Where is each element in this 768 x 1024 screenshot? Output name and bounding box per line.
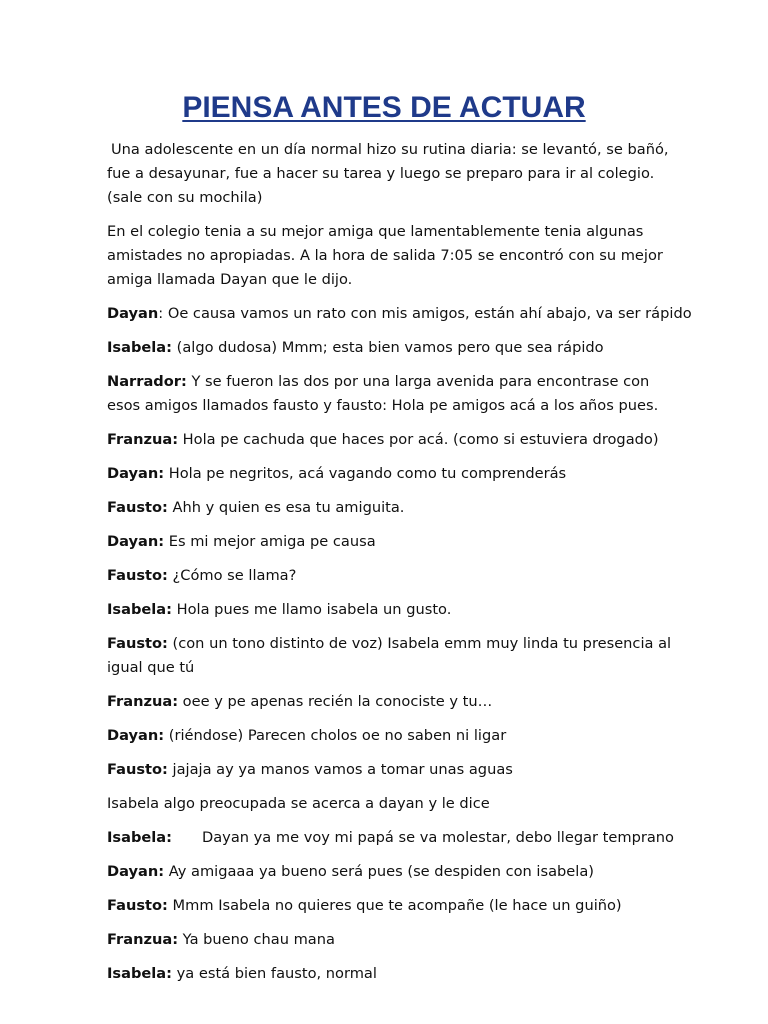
dialogue-text: Ay amigaaa ya bueno será pues (se despiden con isabela) (164, 863, 594, 880)
dialogue-line (107, 462, 687, 486)
dialogue-text: Y se fueron las dos por una larga avenida para encontrase con esos amigos llamados fausto y fausto: Hola pe amigos acá a los años pues. (107, 373, 659, 414)
dialogue-text: ¿Cómo se llama? (167, 567, 297, 584)
speaker-name: Dayan: (107, 465, 165, 482)
dialogue-line (107, 564, 687, 588)
dialogue-line (107, 860, 687, 884)
dialogue-text: jajaja ay ya manos vamos a tomar unas aguas (167, 761, 513, 778)
speaker-name: Isabela: (107, 339, 172, 356)
document-body (107, 138, 692, 996)
dialogue-text: (riéndose) Parecen cholos oe no saben ni ligar (164, 727, 507, 744)
dialogue-text: Hola pues me llamo isabela un gusto. (172, 601, 452, 618)
dialogue-text: Mmm Isabela no quieres que te acompañe (le hace un guiño) (167, 897, 622, 914)
dialogue-line (107, 928, 687, 952)
intro-paragraph-1-text: Una adolescente en un día normal hizo su rutina diaria: se levantó, se bañó, fue a desayunar, fue a hacer su tarea y luego se preparo para ir al colegio. (sale con su mochila) (107, 141, 669, 206)
dialogue-line (107, 724, 687, 748)
speaker-name: Narrador: (107, 373, 187, 390)
speaker-name: Fausto: (107, 761, 168, 778)
speaker-name: Isabela: (107, 965, 172, 982)
dialogue-line (107, 530, 687, 554)
speaker-separator: : (158, 305, 164, 322)
dialogue-text: Hola pe cachuda que haces por acá. (como si estuviera drogado) (178, 431, 659, 448)
dialogue-line (107, 428, 687, 452)
speaker-name: Fausto: (107, 635, 168, 652)
narration-line: Isabela algo preocupada se acerca a dayan y le dice (107, 795, 490, 812)
speaker-name: Franzua: (107, 693, 179, 710)
dialogue-text: Oe causa vamos un rato con mis amigos, están ahí abajo, va ser rápido (163, 305, 692, 322)
dialogue-line (107, 894, 687, 918)
speaker-name: Fausto: (107, 897, 168, 914)
speaker-name: Isabela: (107, 829, 172, 846)
dialogue-text: (algo dudosa) Mmm; esta bien vamos pero que sea rápido (172, 339, 604, 356)
dialogue-line (107, 598, 687, 622)
speaker-name: Dayan: (107, 533, 165, 550)
dialogue-text: Ahh y quien es esa tu amiguita. (167, 499, 405, 516)
dialogue-line (107, 758, 687, 782)
document-title-text: PIENSA ANTES DE ACTUAR (182, 91, 586, 124)
dialogue-text: ya está bien fausto, normal (172, 965, 377, 982)
dialogue-text: Es mi mejor amiga pe causa (164, 533, 376, 550)
speaker-name: Dayan: (107, 863, 165, 880)
dialogue-line (107, 632, 687, 680)
dialogue-text: (con un tono distinto de voz) Isabela emm muy linda tu presencia al igual que tú (107, 635, 672, 676)
speaker-name: Fausto: (107, 567, 168, 584)
intro-paragraph-1 (107, 138, 687, 210)
dialogue-text: oee y pe apenas recién la conociste y tu… (178, 693, 493, 710)
speaker-name: Franzua: (107, 431, 179, 448)
dialogue-line (107, 496, 687, 520)
dialogue-line (107, 336, 687, 360)
speaker-name: Fausto: (107, 499, 168, 516)
dialogue-text: Hola pe negritos, acá vagando como tu comprenderás (164, 465, 567, 482)
intro-paragraph-2: En el colegio tenia a su mejor amiga que lamentablemente tenia algunas amistades no apropiadas. A la hora de salida 7:05 se encontró con su mejor amiga llamada Dayan que le dijo. (107, 223, 663, 288)
speaker-name: Dayan: (107, 727, 165, 744)
speaker-name: Isabela: (107, 601, 172, 618)
dialogue-line (107, 690, 687, 714)
dialogue-line (107, 302, 692, 326)
dialogue-line (107, 962, 687, 986)
dialogue-text: Ya bueno chau mana (178, 931, 335, 948)
dialogue-text: Dayan ya me voy mi papá se va molestar, debo llegar temprano (202, 829, 674, 846)
document-title (0, 88, 768, 128)
speaker-name: Franzua: (107, 931, 179, 948)
dialogue-line (107, 826, 687, 850)
speaker-name: Dayan (107, 305, 159, 322)
dialogue-line (107, 370, 687, 418)
